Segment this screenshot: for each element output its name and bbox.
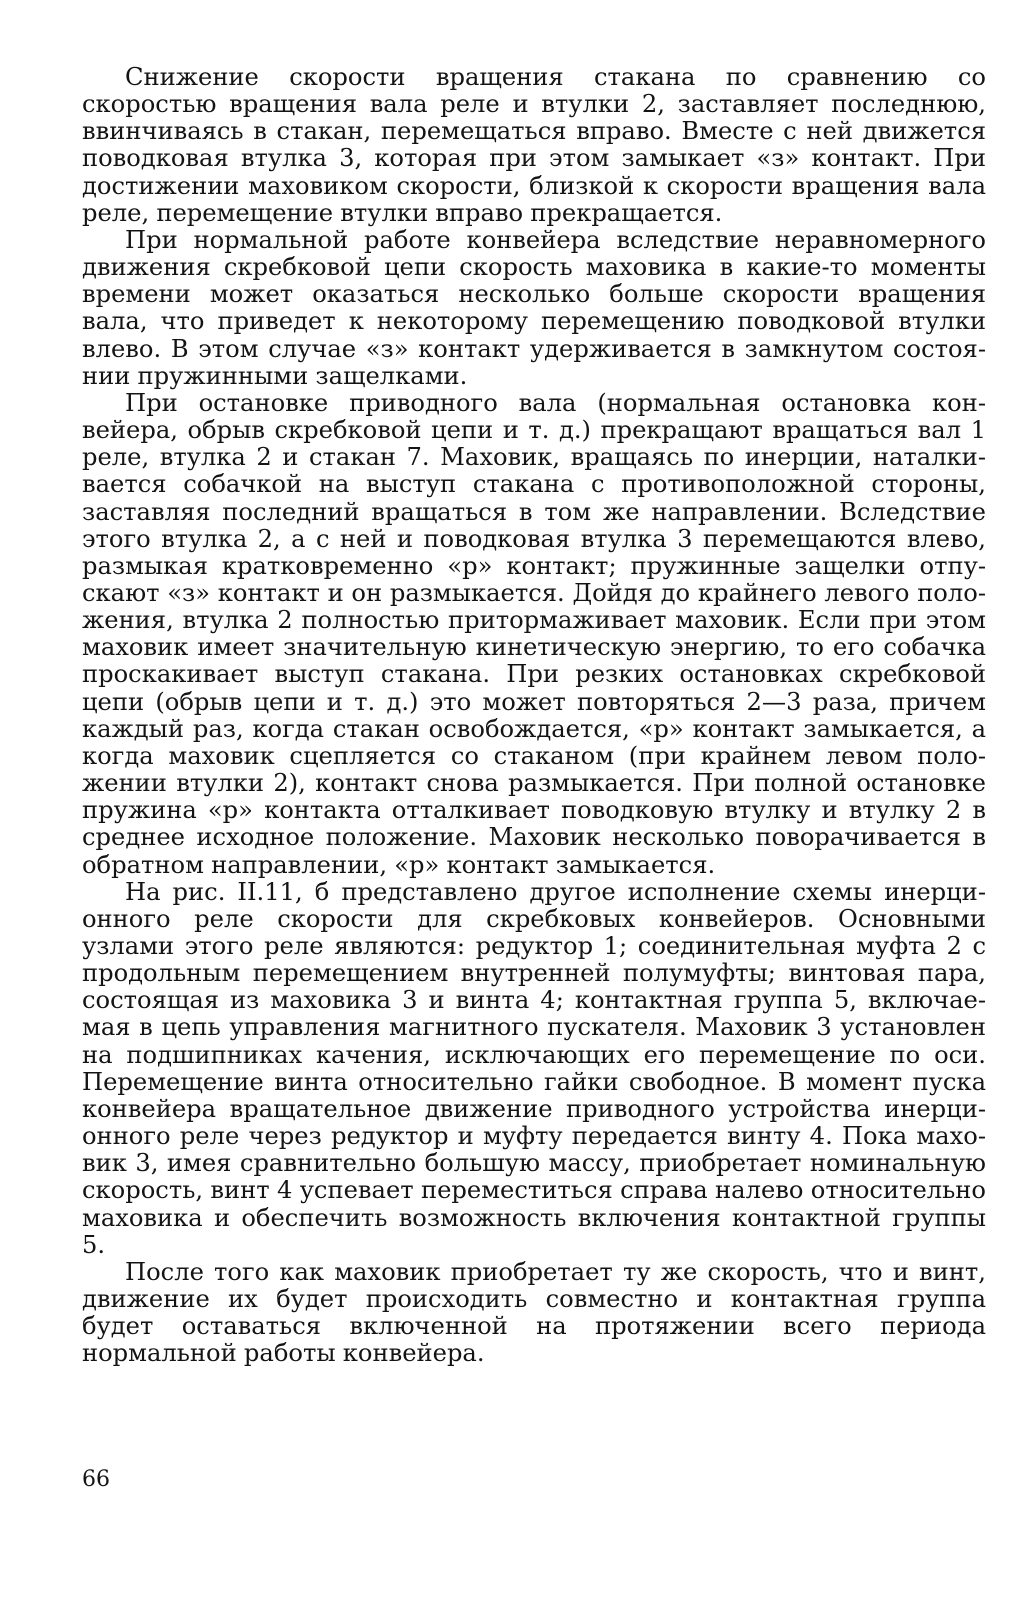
paragraph-4: На рис. II.11, б представлено другое исполнение схемы инерционного реле скорости для скребковых конвейеров. Основными узлами этого реле являются: редуктор 1; соединительная муфта 2 с продольным перемещением внутренней полумуфты; винтовая пара, состоящая из маховика 3 и винта 4; контактная группа 5, включаемая в цепь управления магнитного пускателя. Маховик 3 установлен на подшипниках качения, исключающих его перемещение по оси. Перемещение винта относительно гайки свободное. В момент пуска конвейера вращательное движение приводного устройства инерционного реле через редуктор и муфту передается винту 4. Пока маховик 3, имея сравнительно большую массу, приобретает номинальную скорость, винт 4 успевает переместиться справа налево относительно маховика и обеспечить возможность включения контактной группы 5. bbox=[82, 877, 986, 1259]
paragraph-5: После того как маховик приобретает ту же скорость, что и винт, движение их будет происходить совместно и контактная группа будет оставаться включенной на протяжении всего периода нормальной работы конвейера. bbox=[82, 1257, 986, 1368]
page-body bbox=[82, 64, 986, 1368]
paragraph-1: Снижение скорости вращения стакана по сравнению со скоростью вращения вала реле и втулки 2, заставляет последнюю, ввинчиваясь в стакан, перемещаться вправо. Вместе с ней движется поводковая втулка 3, которая при этом замыкает «з» контакт. При достижении маховиком скорости, близкой к скорости вращения вала реле, перемещение втулки вправо прекращается. bbox=[82, 63, 986, 227]
paragraph-2: При нормальной работе конвейера вследствие неравномерного движения скребковой цепи скорость маховика в какие-то моменты времени может оказаться несколько больше скорости вращения вала, что приведет к некоторому перемещению поводковой втулки влево. В этом случае «з» контакт удерживается в замкнутом состоянии пружинными защелками. bbox=[82, 225, 986, 390]
page-number: 66 bbox=[82, 1467, 110, 1492]
paragraph-3: При остановке приводного вала (нормальная остановка конвейера, обрыв скребковой цепи и т. д.) прекращают вращаться вал 1 реле, втулка 2 и стакан 7. Маховик, вращаясь по инерции, наталкивается собачкой на выступ стакана с противоположной стороны, заставляя последний вращаться в том же направлении. Вследствие этого втулка 2, а с ней и поводковая втулка 3 перемещаются влево, размыкая кратковременно «р» контакт; пружинные защелки отпускают «з» контакт и он размыкается. Дойдя до крайнего левого положения, втулка 2 полностью притормаживает маховик. Если при этом маховик имеет значительную кинетическую энергию, то его собачка проскакивает выступ стакана. При резких остановках скребковой цепи (обрыв цепи и т. д.) это может повторяться 2—3 раза, причем каждый раз, когда стакан освобождается, «р» контакт замыкается, а когда маховик сцепляется со стаканом (при крайнем левом положении втулки 2), контакт снова размыкается. При полной остановке пружина «р» контакта отталкивает поводковую втулку и втулку 2 в среднее исходное положение. Маховик несколько поворачивается в обратном направлении, «р» контакт замыкается. bbox=[82, 388, 986, 879]
